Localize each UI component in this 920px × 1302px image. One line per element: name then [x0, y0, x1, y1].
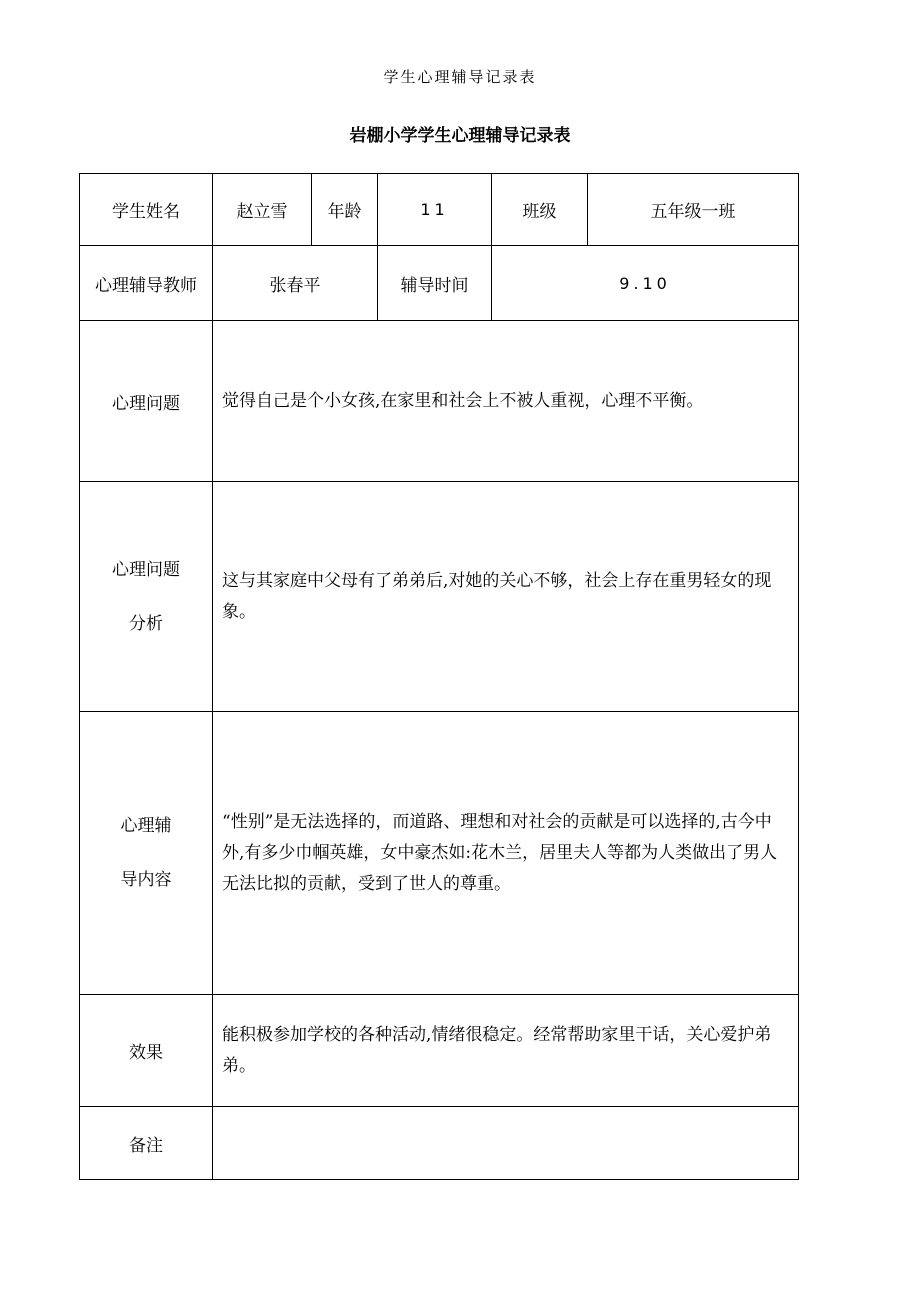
guidance-label	[80, 712, 213, 995]
counseling-time-value: 9.10	[492, 246, 799, 321]
guidance-label-line2: 导内容	[120, 870, 172, 890]
remarks-row	[80, 1107, 799, 1180]
effect-label: 效果	[80, 995, 213, 1107]
age-label: 年龄	[312, 174, 378, 246]
effect-row	[80, 995, 799, 1107]
analysis-label-line2: 分析	[129, 613, 163, 634]
student-name-value: 赵立雪	[213, 174, 312, 246]
remarks-label: 备注	[80, 1107, 213, 1180]
teacher-label: 心理辅导教师	[80, 246, 213, 321]
remarks-text	[213, 1107, 799, 1180]
analysis-label-line1: 心理问题	[112, 559, 180, 580]
counseling-time-label: 辅导时间	[378, 246, 492, 321]
basic-info-row	[80, 174, 799, 246]
class-value: 五年级一班	[588, 174, 799, 246]
analysis-label	[80, 482, 213, 712]
guidance-text: “性别”是无法选择的，而道路、理想和对社会的贡献是可以选择的,古今中外,有多少巾帼英雄，女中豪杰如:花木兰，居里夫人等都为人类做出了男人无法比拟的贡献，受到了世人的尊重。	[213, 712, 799, 995]
teacher-value: 张春平	[213, 246, 378, 321]
age-value: 11	[378, 174, 492, 246]
problem-label: 心理问题	[80, 321, 213, 482]
analysis-text: 这与其家庭中父母有了弟弟后,对她的关心不够，社会上存在重男轻女的现象。	[213, 482, 799, 712]
guidance-label-line1: 心理辅	[120, 816, 172, 836]
problem-text: 觉得自己是个小女孩,在家里和社会上不被人重视，心理不平衡。	[213, 321, 799, 482]
counseling-record-table	[79, 173, 799, 1180]
teacher-info-row	[80, 246, 799, 321]
guidance-row	[80, 712, 799, 995]
document-title: 岩棚小学学生心理辅导记录表	[349, 126, 571, 146]
analysis-row	[80, 482, 799, 712]
page-header: 学生心理辅导记录表	[383, 68, 537, 86]
effect-text: 能积极参加学校的各种活动,情绪很稳定。经常帮助家里干话，关心爱护弟弟。	[213, 995, 799, 1107]
student-name-label: 学生姓名	[80, 174, 213, 246]
problem-row	[80, 321, 799, 482]
class-label: 班级	[492, 174, 588, 246]
